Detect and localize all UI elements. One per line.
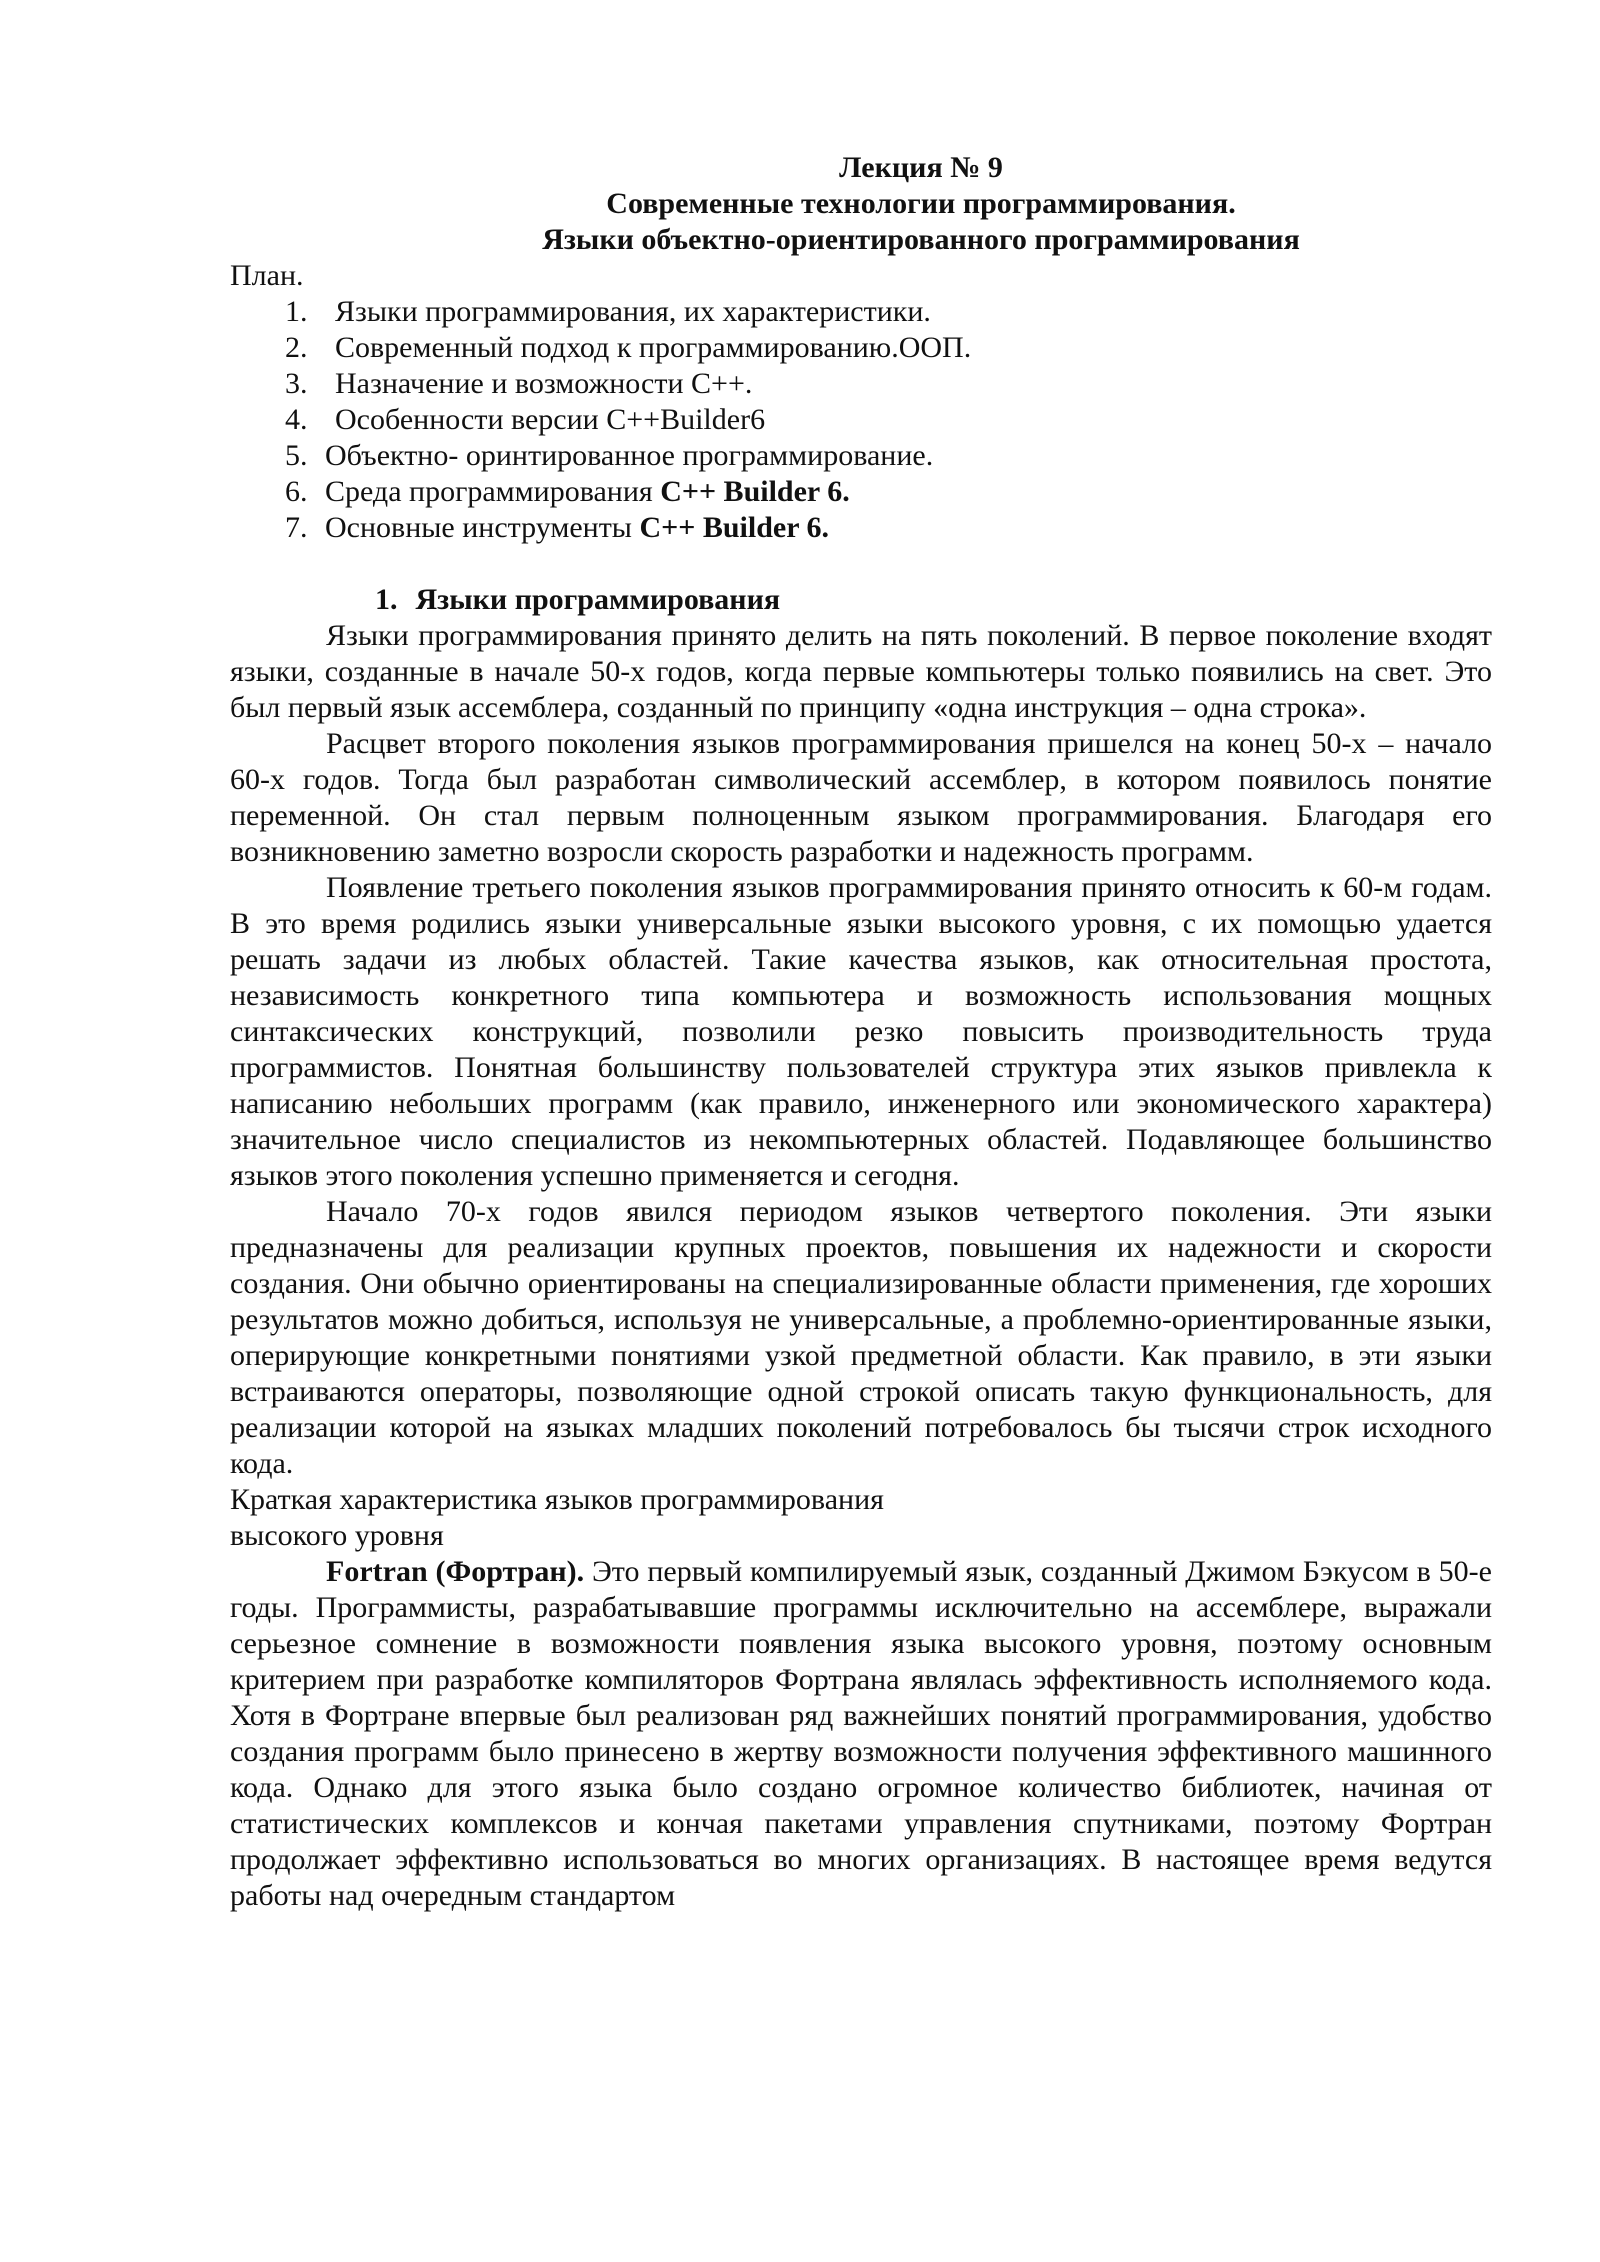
plan-item [230, 402, 1492, 438]
plan-item-number: 7. [285, 511, 308, 544]
plan-item-text: Языки программирования, их характеристики. [335, 295, 931, 328]
plan-item-number: 5. [285, 439, 308, 472]
title-line-3: Языки объектно-ориентированного программирования [542, 223, 1300, 256]
plan-item [230, 330, 1492, 366]
plan-list [230, 294, 1492, 546]
paragraph: Языки программирования принято делить на пять поколений. В первое поколение входят языки, созданные в начале 50-х годов, когда первые компьютеры только появились на свет. Это был первый язык ассемблера, созданный по принципу «одна инструкция – одна строка». [230, 619, 1492, 724]
plan-item-number: 6. [285, 475, 308, 508]
paragraph: Начало 70-х годов явился периодом языков четвертого поколения. Эти языки предназначены для реализации крупных проектов, повышения их надежности и скорости создания. Они обычно ориентированы на специализированные области применения, где хороших результатов можно добиться, используя не универсальные, а проблемно-ориентированные языки, оперирующие конкретными понятиями узкой предметной области. Как правило, в эти языки встраиваются операторы, позволяющие одной строкой описать такую функциональность, для реализации которой на языках младших поколений потребовалось бы тысячи строк исходного кода. [230, 1195, 1492, 1480]
plan-item [230, 366, 1492, 402]
paragraph: Появление третьего поколения языков программирования принято относить к 60-м годам. В это время родились языки универсальные языки высокого уровня, с их помощью удается решать задачи из любых областей. Такие качества языков, как относительная простота, независимость конкретного типа компьютера и возможность использования мощных синтаксических конструкций, позволили резко повысить производительность труда программистов. Понятная большинству пользователей структура этих языков привлекла к написанию небольших программ (как правило, инженерного или экономического характера) значительное число специалистов из некомпьютерных областей. Подавляющее большинство языков этого поколения успешно применяется и сегодня. [230, 871, 1492, 1192]
title-line-2: Современные технологии программирования. [606, 187, 1236, 220]
plan-item-number: 1. [285, 295, 308, 328]
plan-item [230, 438, 1492, 474]
plan-item-text: Среда программирования [325, 475, 661, 508]
plan-item-number: 3. [285, 367, 308, 400]
plan-item-number: 2. [285, 331, 308, 364]
title-line-1: Лекция № 9 [839, 151, 1003, 184]
lecture-title [230, 150, 1492, 258]
plan-item [230, 474, 1492, 510]
summary-heading-line-2: высокого уровня [230, 1519, 444, 1552]
fortran-term: Fortran (Фортран). [326, 1555, 585, 1588]
fortran-description: Это первый компилируемый язык, созданный Джимом Бэкусом в 50-е годы. Программисты, разрабатывавшие программы исключительно на ассемблере, выражали серьезное сомнение в возможности появления языка высокого уровня, поэтому основным критерием при разработке компиляторов Фортрана являлась эффективность исполняемого кода. Хотя в Фортране впервые был реализован ряд важнейших понятий программирования, удобство создания программ было принесено в жертву возможности получения эффективного машинного кода. Однако для этого языка было создано огромное количество библиотек, начиная от статистических комплексов и кончая пакетами управления спутниками, поэтому Фортран продолжает эффективно использоваться во многих организациях. В настоящее время ведутся работы над очередным стандартом [230, 1555, 1492, 1912]
plan-label: План. [230, 259, 304, 292]
section-title: Языки программирования [415, 583, 781, 616]
plan-item-bold-text: C++ Builder 6. [660, 475, 850, 508]
fortran-paragraph [230, 1554, 1492, 1914]
section-heading [230, 582, 1492, 618]
plan-item-bold-text: C++ Builder 6. [639, 511, 829, 544]
document-body [230, 150, 1492, 1914]
section-number: 1. [375, 583, 398, 616]
plan-item-text: Назначение и возможности С++. [335, 367, 753, 400]
plan-item [230, 510, 1492, 546]
plan-item [230, 294, 1492, 330]
summary-heading-line-1: Краткая характеристика языков программирования [230, 1483, 884, 1516]
plan-item-number: 4. [285, 403, 308, 436]
plan-item-text: Современный подход к программированию.ООП. [335, 331, 972, 364]
paragraph: Расцвет второго поколения языков программирования пришелся на конец 50-х – начало 60-х годов. Тогда был разработан символический ассемблер, в котором появилось понятие переменной. Он стал первым полноценным языком программирования. Благодаря его возникновению заметно возросли скорость разработки и надежность программ. [230, 727, 1492, 868]
plan-item-text: Объектно- оринтированное программирование. [325, 439, 934, 472]
plan-item-text: Основные инструменты [325, 511, 640, 544]
plan-item-text: Особенности версии С++Builder6 [335, 403, 766, 436]
